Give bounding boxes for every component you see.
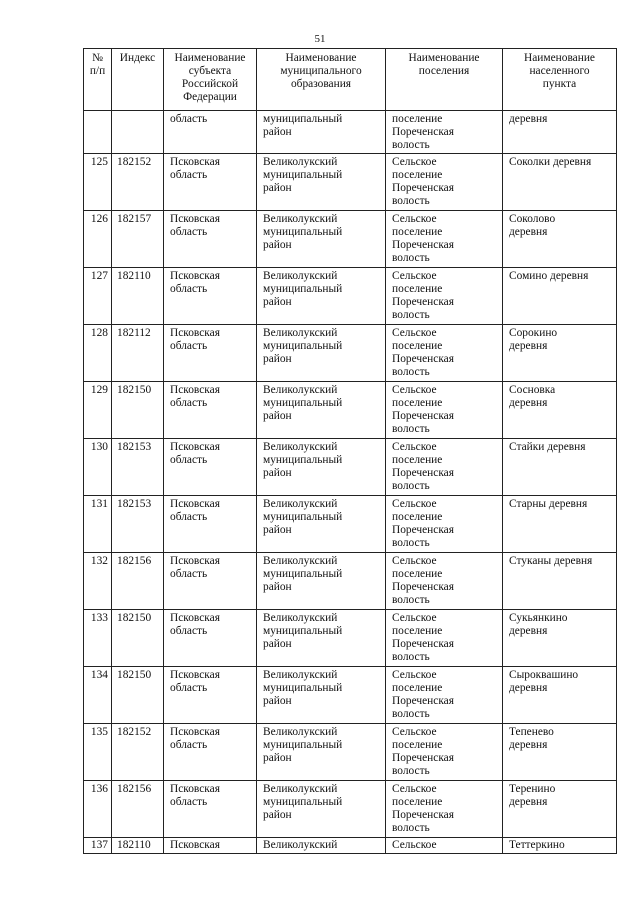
cell-settlement: Сельское поселение Пореченская волость — [386, 439, 503, 496]
cell-subject: Псковская область — [164, 667, 257, 724]
table-row — [84, 325, 617, 382]
header-settlement: Наименование поселения — [386, 49, 503, 111]
cell-subject: Псковская область — [164, 781, 257, 838]
cell-number: 136 — [84, 781, 112, 838]
header-index: Индекс — [112, 49, 164, 111]
cell-settlement: Сельское поселение Пореченская волость — [386, 325, 503, 382]
header-subject: Наименование субъекта Российской Федерации — [164, 49, 257, 111]
table-row — [84, 154, 617, 211]
table-row — [84, 496, 617, 553]
table-row — [84, 667, 617, 724]
cell-municipality: Великолукский муниципальный район — [257, 154, 386, 211]
cell-number: 126 — [84, 211, 112, 268]
cell-settlement: Сельское поселение Пореченская волость — [386, 610, 503, 667]
cell-locality: Соколки деревня — [503, 154, 617, 211]
cell-locality: Старны деревня — [503, 496, 617, 553]
table-row — [84, 838, 617, 854]
cell-municipality: Великолукский муниципальный район — [257, 439, 386, 496]
cell-municipality: муниципальный район — [257, 111, 386, 154]
cell-number: 135 — [84, 724, 112, 781]
cell-municipality: Великолукский муниципальный район — [257, 382, 386, 439]
cell-index: 182156 — [112, 781, 164, 838]
cell-settlement: Сельское поселение Пореченская волость — [386, 724, 503, 781]
table-row — [84, 610, 617, 667]
cell-index: 182150 — [112, 610, 164, 667]
cell-index: 182110 — [112, 268, 164, 325]
cell-index — [112, 111, 164, 154]
cell-municipality: Великолукский муниципальный район — [257, 211, 386, 268]
cell-locality: Сыроквашино деревня — [503, 667, 617, 724]
cell-index: 182153 — [112, 496, 164, 553]
cell-number: 127 — [84, 268, 112, 325]
table-row — [84, 439, 617, 496]
cell-number: 137 — [84, 838, 112, 854]
cell-settlement: Сельское поселение Пореченская волость — [386, 268, 503, 325]
settlements-table — [83, 48, 617, 854]
cell-municipality: Великолукский муниципальный район — [257, 610, 386, 667]
table-row — [84, 553, 617, 610]
cell-subject: Псковская область — [164, 553, 257, 610]
cell-subject: Псковская область — [164, 610, 257, 667]
cell-number: 134 — [84, 667, 112, 724]
cell-municipality: Великолукский муниципальный район — [257, 496, 386, 553]
cell-number — [84, 111, 112, 154]
cell-subject: Псковская область — [164, 268, 257, 325]
cell-locality: Сомино деревня — [503, 268, 617, 325]
cell-index: 182156 — [112, 553, 164, 610]
cell-municipality: Великолукский — [257, 838, 386, 854]
cell-subject: Псковская — [164, 838, 257, 854]
cell-locality: Теренино деревня — [503, 781, 617, 838]
cell-subject: Псковская область — [164, 211, 257, 268]
cell-settlement: поселение Пореченская волость — [386, 111, 503, 154]
cell-subject: Псковская область — [164, 439, 257, 496]
cell-number: 125 — [84, 154, 112, 211]
cell-index: 182112 — [112, 325, 164, 382]
cell-locality: Сукьянкино деревня — [503, 610, 617, 667]
table-row — [84, 268, 617, 325]
header-locality: Наименование населенного пункта — [503, 49, 617, 111]
cell-settlement: Сельское — [386, 838, 503, 854]
cell-number: 131 — [84, 496, 112, 553]
cell-locality: Сорокино деревня — [503, 325, 617, 382]
cell-settlement: Сельское поселение Пореченская волость — [386, 382, 503, 439]
cell-settlement: Сельское поселение Пореченская волость — [386, 496, 503, 553]
cell-locality: Стуканы деревня — [503, 553, 617, 610]
table-row — [84, 781, 617, 838]
cell-locality: Теттеркино — [503, 838, 617, 854]
cell-subject: область — [164, 111, 257, 154]
cell-locality: Тепенево деревня — [503, 724, 617, 781]
table-row — [84, 724, 617, 781]
cell-index: 182152 — [112, 154, 164, 211]
cell-number: 132 — [84, 553, 112, 610]
cell-number: 129 — [84, 382, 112, 439]
table-row — [84, 382, 617, 439]
cell-settlement: Сельское поселение Пореченская волость — [386, 667, 503, 724]
cell-index: 182150 — [112, 667, 164, 724]
header-number: № п/п — [84, 49, 112, 111]
continuation-row — [84, 111, 617, 154]
cell-index: 182150 — [112, 382, 164, 439]
cell-subject: Псковская область — [164, 382, 257, 439]
cell-index: 182157 — [112, 211, 164, 268]
page-number: 51 — [314, 33, 326, 45]
cell-subject: Псковская область — [164, 496, 257, 553]
cell-locality: деревня — [503, 111, 617, 154]
cell-locality: Соколово деревня — [503, 211, 617, 268]
cell-index: 182153 — [112, 439, 164, 496]
cell-locality: Сосновка деревня — [503, 382, 617, 439]
cell-municipality: Великолукский муниципальный район — [257, 268, 386, 325]
cell-municipality: Великолукский муниципальный район — [257, 325, 386, 382]
table-row — [84, 211, 617, 268]
cell-subject: Псковская область — [164, 154, 257, 211]
cell-municipality: Великолукский муниципальный район — [257, 724, 386, 781]
cell-municipality: Великолукский муниципальный район — [257, 553, 386, 610]
cell-number: 128 — [84, 325, 112, 382]
cell-settlement: Сельское поселение Пореченская волость — [386, 781, 503, 838]
cell-locality: Стайки деревня — [503, 439, 617, 496]
header-municipality: Наименование муниципального образования — [257, 49, 386, 111]
cell-index: 182110 — [112, 838, 164, 854]
table-header-row — [84, 49, 617, 111]
cell-number: 130 — [84, 439, 112, 496]
cell-municipality: Великолукский муниципальный район — [257, 781, 386, 838]
cell-subject: Псковская область — [164, 325, 257, 382]
cell-settlement: Сельское поселение Пореченская волость — [386, 154, 503, 211]
cell-index: 182152 — [112, 724, 164, 781]
cell-settlement: Сельское поселение Пореченская волость — [386, 211, 503, 268]
cell-municipality: Великолукский муниципальный район — [257, 667, 386, 724]
cell-subject: Псковская область — [164, 724, 257, 781]
cell-settlement: Сельское поселение Пореченская волость — [386, 553, 503, 610]
cell-number: 133 — [84, 610, 112, 667]
